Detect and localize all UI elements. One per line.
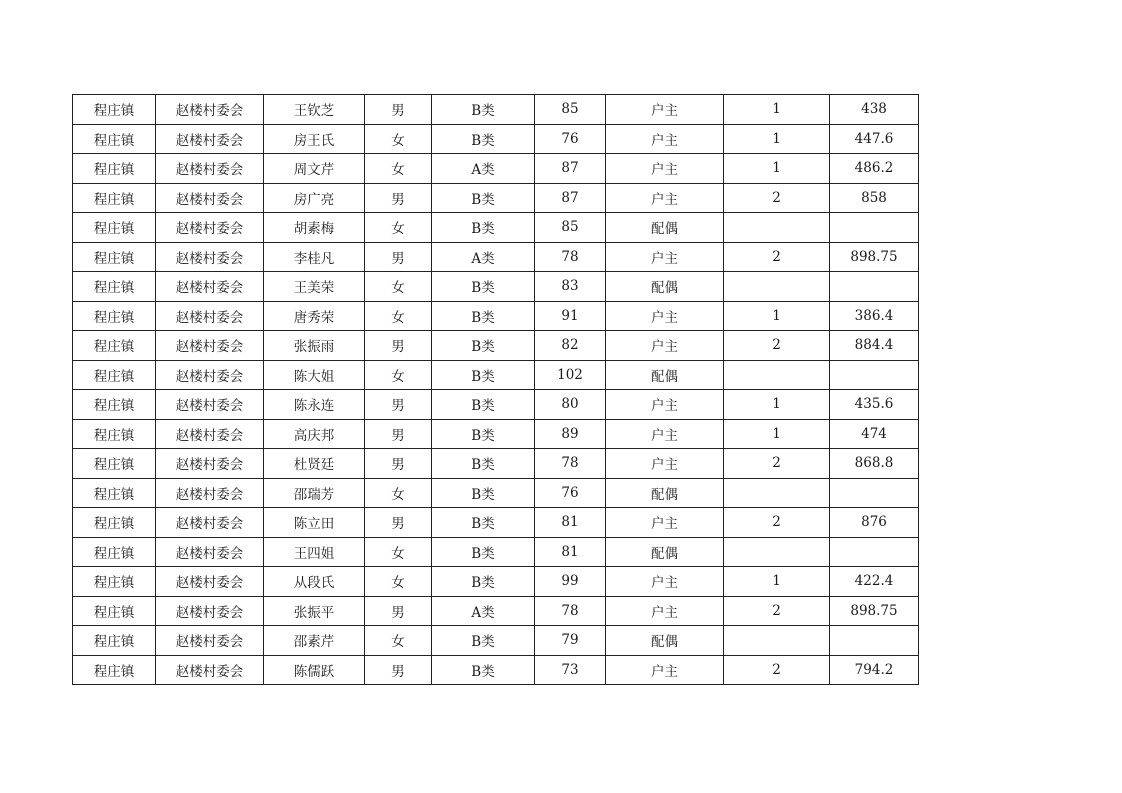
town-cell: 程庄镇 (73, 183, 156, 213)
household-size-cell: 1 (724, 95, 830, 125)
amount-cell (830, 360, 919, 390)
relation-cell: 户主 (606, 154, 724, 184)
gender-cell: 男 (365, 508, 432, 538)
household-size-cell: 1 (724, 154, 830, 184)
committee-cell: 赵楼村委会 (156, 242, 264, 272)
relation-cell: 户主 (606, 596, 724, 626)
committee-cell: 赵楼村委会 (156, 95, 264, 125)
gender-cell: 男 (365, 419, 432, 449)
category-cell: B类 (432, 95, 535, 125)
table-row (73, 449, 919, 479)
household-size-cell (724, 360, 830, 390)
table-row (73, 331, 919, 361)
town-cell: 程庄镇 (73, 626, 156, 656)
household-size-cell: 1 (724, 301, 830, 331)
relation-cell: 户主 (606, 419, 724, 449)
household-size-cell: 1 (724, 567, 830, 597)
gender-cell: 男 (365, 95, 432, 125)
category-cell: B类 (432, 626, 535, 656)
name-cell: 从段氏 (264, 567, 365, 597)
category-cell: B类 (432, 655, 535, 685)
age-cell: 89 (535, 419, 606, 449)
gender-cell: 女 (365, 360, 432, 390)
gender-cell: 女 (365, 567, 432, 597)
age-cell: 80 (535, 390, 606, 420)
age-cell: 73 (535, 655, 606, 685)
table-row (73, 626, 919, 656)
amount-cell: 858 (830, 183, 919, 213)
committee-cell: 赵楼村委会 (156, 183, 264, 213)
category-cell: B类 (432, 331, 535, 361)
category-cell: B类 (432, 478, 535, 508)
amount-cell: 422.4 (830, 567, 919, 597)
age-cell: 99 (535, 567, 606, 597)
gender-cell: 女 (365, 272, 432, 302)
household-size-cell: 1 (724, 124, 830, 154)
relation-cell: 户主 (606, 95, 724, 125)
table-row (73, 213, 919, 243)
name-cell: 杜贤廷 (264, 449, 365, 479)
age-cell: 78 (535, 242, 606, 272)
age-cell: 82 (535, 331, 606, 361)
committee-cell: 赵楼村委会 (156, 154, 264, 184)
table-row (73, 124, 919, 154)
town-cell: 程庄镇 (73, 508, 156, 538)
committee-cell: 赵楼村委会 (156, 360, 264, 390)
town-cell: 程庄镇 (73, 124, 156, 154)
amount-cell (830, 272, 919, 302)
table-row (73, 360, 919, 390)
name-cell: 胡素梅 (264, 213, 365, 243)
table-row (73, 478, 919, 508)
amount-cell (830, 478, 919, 508)
relation-cell: 户主 (606, 655, 724, 685)
name-cell: 王钦芝 (264, 95, 365, 125)
name-cell: 陈永连 (264, 390, 365, 420)
table-row (73, 596, 919, 626)
table-row (73, 655, 919, 685)
amount-cell: 898.75 (830, 242, 919, 272)
age-cell: 85 (535, 95, 606, 125)
town-cell: 程庄镇 (73, 154, 156, 184)
committee-cell: 赵楼村委会 (156, 478, 264, 508)
committee-cell: 赵楼村委会 (156, 331, 264, 361)
amount-cell: 447.6 (830, 124, 919, 154)
gender-cell: 女 (365, 626, 432, 656)
category-cell: B类 (432, 360, 535, 390)
committee-cell: 赵楼村委会 (156, 301, 264, 331)
amount-cell (830, 213, 919, 243)
name-cell: 张振平 (264, 596, 365, 626)
name-cell: 张振雨 (264, 331, 365, 361)
amount-cell (830, 626, 919, 656)
committee-cell: 赵楼村委会 (156, 655, 264, 685)
gender-cell: 男 (365, 331, 432, 361)
relation-cell: 户主 (606, 449, 724, 479)
category-cell: B类 (432, 419, 535, 449)
amount-cell: 898.75 (830, 596, 919, 626)
age-cell: 81 (535, 537, 606, 567)
name-cell: 邵瑞芳 (264, 478, 365, 508)
category-cell: A类 (432, 154, 535, 184)
relation-cell: 配偶 (606, 626, 724, 656)
age-cell: 76 (535, 478, 606, 508)
relation-cell: 户主 (606, 508, 724, 538)
gender-cell: 男 (365, 655, 432, 685)
committee-cell: 赵楼村委会 (156, 449, 264, 479)
amount-cell: 386.4 (830, 301, 919, 331)
table-row (73, 508, 919, 538)
gender-cell: 女 (365, 301, 432, 331)
table-row (73, 242, 919, 272)
relation-cell: 配偶 (606, 478, 724, 508)
table-row (73, 419, 919, 449)
household-size-cell (724, 626, 830, 656)
relation-cell: 户主 (606, 124, 724, 154)
age-cell: 87 (535, 154, 606, 184)
table-row (73, 390, 919, 420)
relation-cell: 配偶 (606, 213, 724, 243)
name-cell: 陈立田 (264, 508, 365, 538)
gender-cell: 男 (365, 183, 432, 213)
name-cell: 邵素芹 (264, 626, 365, 656)
age-cell: 81 (535, 508, 606, 538)
name-cell: 陈儒跃 (264, 655, 365, 685)
relation-cell: 户主 (606, 331, 724, 361)
town-cell: 程庄镇 (73, 301, 156, 331)
category-cell: B类 (432, 213, 535, 243)
town-cell: 程庄镇 (73, 449, 156, 479)
category-cell: B类 (432, 449, 535, 479)
town-cell: 程庄镇 (73, 655, 156, 685)
committee-cell: 赵楼村委会 (156, 626, 264, 656)
amount-cell: 435.6 (830, 390, 919, 420)
town-cell: 程庄镇 (73, 331, 156, 361)
table-row (73, 301, 919, 331)
relation-cell: 配偶 (606, 537, 724, 567)
town-cell: 程庄镇 (73, 596, 156, 626)
age-cell: 79 (535, 626, 606, 656)
household-size-cell: 1 (724, 419, 830, 449)
household-size-cell: 2 (724, 331, 830, 361)
category-cell: B类 (432, 183, 535, 213)
amount-cell (830, 537, 919, 567)
household-size-cell: 2 (724, 508, 830, 538)
data-table (72, 94, 919, 685)
gender-cell: 男 (365, 390, 432, 420)
household-size-cell (724, 272, 830, 302)
committee-cell: 赵楼村委会 (156, 213, 264, 243)
committee-cell: 赵楼村委会 (156, 567, 264, 597)
amount-cell: 868.8 (830, 449, 919, 479)
age-cell: 91 (535, 301, 606, 331)
name-cell: 周文芹 (264, 154, 365, 184)
household-size-cell: 2 (724, 596, 830, 626)
table-row (73, 183, 919, 213)
name-cell: 王四姐 (264, 537, 365, 567)
name-cell: 房王氏 (264, 124, 365, 154)
amount-cell: 474 (830, 419, 919, 449)
amount-cell: 486.2 (830, 154, 919, 184)
town-cell: 程庄镇 (73, 95, 156, 125)
town-cell: 程庄镇 (73, 272, 156, 302)
committee-cell: 赵楼村委会 (156, 596, 264, 626)
relation-cell: 配偶 (606, 272, 724, 302)
category-cell: A类 (432, 596, 535, 626)
relation-cell: 户主 (606, 567, 724, 597)
name-cell: 高庆邦 (264, 419, 365, 449)
gender-cell: 男 (365, 242, 432, 272)
amount-cell: 884.4 (830, 331, 919, 361)
category-cell: B类 (432, 567, 535, 597)
gender-cell: 女 (365, 124, 432, 154)
name-cell: 唐秀荣 (264, 301, 365, 331)
town-cell: 程庄镇 (73, 419, 156, 449)
age-cell: 83 (535, 272, 606, 302)
relation-cell: 户主 (606, 301, 724, 331)
gender-cell: 女 (365, 154, 432, 184)
amount-cell: 438 (830, 95, 919, 125)
age-cell: 102 (535, 360, 606, 390)
table-body (73, 95, 919, 685)
household-size-cell: 1 (724, 390, 830, 420)
category-cell: B类 (432, 537, 535, 567)
gender-cell: 女 (365, 478, 432, 508)
gender-cell: 男 (365, 596, 432, 626)
household-size-cell: 2 (724, 242, 830, 272)
age-cell: 87 (535, 183, 606, 213)
table-row (73, 95, 919, 125)
household-size-cell (724, 537, 830, 567)
category-cell: B类 (432, 124, 535, 154)
relation-cell: 配偶 (606, 360, 724, 390)
town-cell: 程庄镇 (73, 360, 156, 390)
age-cell: 76 (535, 124, 606, 154)
town-cell: 程庄镇 (73, 478, 156, 508)
committee-cell: 赵楼村委会 (156, 537, 264, 567)
relation-cell: 户主 (606, 183, 724, 213)
table-row (73, 272, 919, 302)
household-size-cell (724, 478, 830, 508)
town-cell: 程庄镇 (73, 390, 156, 420)
name-cell: 王美荣 (264, 272, 365, 302)
amount-cell: 876 (830, 508, 919, 538)
table-row (73, 154, 919, 184)
relation-cell: 户主 (606, 242, 724, 272)
category-cell: B类 (432, 272, 535, 302)
age-cell: 85 (535, 213, 606, 243)
gender-cell: 男 (365, 449, 432, 479)
relation-cell: 户主 (606, 390, 724, 420)
table-row (73, 537, 919, 567)
name-cell: 房广亮 (264, 183, 365, 213)
committee-cell: 赵楼村委会 (156, 390, 264, 420)
committee-cell: 赵楼村委会 (156, 508, 264, 538)
age-cell: 78 (535, 596, 606, 626)
data-sheet (72, 94, 919, 685)
gender-cell: 女 (365, 537, 432, 567)
town-cell: 程庄镇 (73, 567, 156, 597)
name-cell: 陈大姐 (264, 360, 365, 390)
household-size-cell (724, 213, 830, 243)
gender-cell: 女 (365, 213, 432, 243)
amount-cell: 794.2 (830, 655, 919, 685)
committee-cell: 赵楼村委会 (156, 419, 264, 449)
household-size-cell: 2 (724, 655, 830, 685)
town-cell: 程庄镇 (73, 537, 156, 567)
name-cell: 李桂凡 (264, 242, 365, 272)
town-cell: 程庄镇 (73, 213, 156, 243)
town-cell: 程庄镇 (73, 242, 156, 272)
household-size-cell: 2 (724, 183, 830, 213)
category-cell: A类 (432, 242, 535, 272)
category-cell: B类 (432, 390, 535, 420)
table-row (73, 567, 919, 597)
category-cell: B类 (432, 301, 535, 331)
age-cell: 78 (535, 449, 606, 479)
household-size-cell: 2 (724, 449, 830, 479)
category-cell: B类 (432, 508, 535, 538)
committee-cell: 赵楼村委会 (156, 124, 264, 154)
committee-cell: 赵楼村委会 (156, 272, 264, 302)
